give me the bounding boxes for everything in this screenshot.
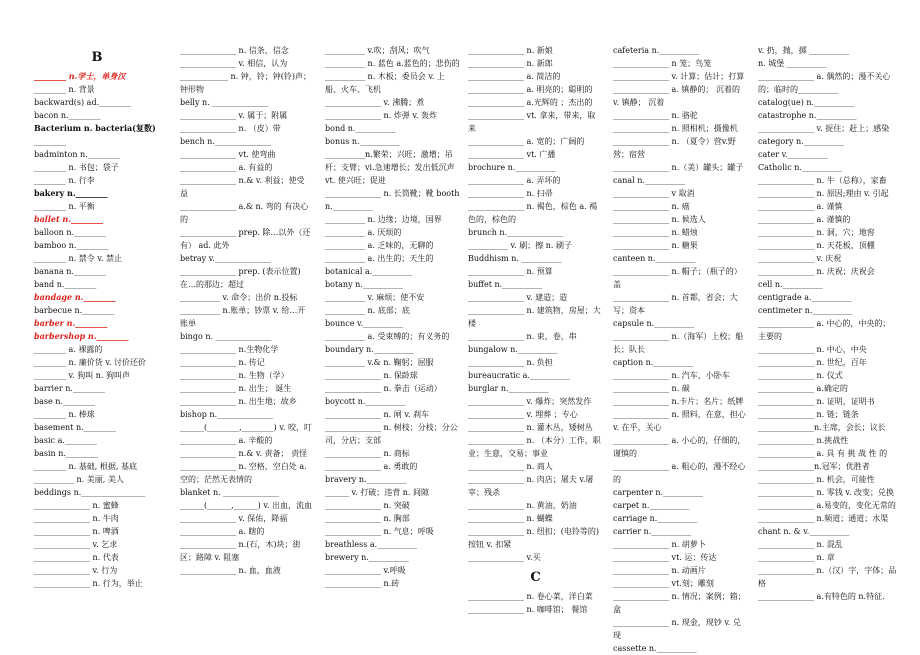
vocab-entry: ______________ a. 简洁的 (468, 72, 561, 81)
vocab-entry: ______________ a. 弄坏的 (468, 176, 561, 185)
vocab-entry: ________ a. 裸露的 (34, 345, 103, 354)
vocab-entry: ______________ n. 纽扣；(电铃等的)按钮 v. 扣紧 (468, 527, 600, 549)
vocab-entry: ______________ n. 糖果 (613, 241, 698, 250)
vocab-entry: n. 城堡 __________ (758, 59, 827, 68)
vocab-entry: ______________ n. 零钱 v. 改变；兑换 (758, 488, 894, 497)
vocab-entry: basin n.________ (34, 449, 98, 458)
vocab-entry: ______________ n. 证明，证明书 (758, 397, 875, 406)
vocab-entry: ______________ n. 洞，穴；地窖 (758, 228, 875, 237)
vocab-entry: barbecue n.________ (34, 306, 115, 315)
vocab-entry: ______________ n. 信条，信念 (180, 46, 289, 55)
vocab-entry: ______________ n. 蝴蝶 (468, 514, 553, 523)
vocab-entry: ______________ n.砖 (325, 579, 400, 588)
vocab-entry: bravery n.__________ (325, 475, 407, 484)
vocab-entry: ______________ a.& n. 弯的 有决心的 (180, 202, 309, 224)
vocab-entry: __________ a. 受束缚的；有义务的 (325, 332, 450, 341)
vocab-entry: ______________ n. 生物（学） (180, 371, 289, 380)
vocab-entry: ______________ n. 血，血液 (180, 566, 281, 575)
vocab-entry: ______________ vt. 使弯曲 (180, 150, 276, 159)
vocab-entry: ______________ v. 埋葬 ；专心 (468, 410, 578, 419)
vocab-entry: __________ v. 命令；出价 n.投标 (180, 293, 298, 302)
vocab-entry: ______________ n. 啤酒 (34, 527, 119, 536)
vocab-entry: ______________ n.（美）罐头；罐子 (613, 163, 744, 172)
vocab-entry: ______________ a.确定的 (758, 384, 848, 393)
vocab-entry: ballet n.________ (34, 214, 104, 224)
vocab-entry: ______________ n. 拳击（运动） (325, 384, 442, 393)
vocab-entry: __________ n. 木板；委员会 v. 上船、火车、飞机 (325, 72, 445, 94)
vocab-entry: ______________ a. 具 有 挑 战 性 的 (758, 449, 888, 458)
vocab-entry: ______________ n. 机会，可能性 (758, 475, 875, 484)
vocab-entry: ______________ a. 勇敢的 (325, 462, 418, 471)
vocab-entry: ______________ n. 传记 (180, 358, 265, 367)
vocab-entry: ______________ n.生物化学 (180, 345, 279, 354)
vocab-entry: ______________ n. 出生； 诞生 (180, 384, 292, 393)
vocab-entry: __________ v.吹；刮风；吹气 (325, 46, 430, 55)
vocab-entry: ______________ n. 动画片 (613, 566, 706, 575)
vocab-entry: badminton n.________ (34, 150, 120, 159)
vocab-entry: basement n.________ (34, 423, 116, 432)
vocab-entry: ______________ n. 混乱 (758, 540, 843, 549)
vocab-entry: carpenter n.__________ (613, 488, 704, 497)
vocab-entry: ______________ n.(石，木)块；街区；路障 v. 阻塞 (180, 540, 301, 562)
vocab-entry: ______________ n.（汉）字，字体；品格 (758, 566, 897, 588)
vocab-entry: __________ v.& n. 鞠躬；屈服 (325, 358, 434, 367)
vocab-entry: ________ n. 平衡 (34, 202, 95, 211)
vocab-entry: ______________ a.有特色的 n.特征. (758, 592, 885, 601)
vocab-entry: ______________ a.易变的，变化无常的 (758, 501, 896, 510)
vocab-entry: ______________ vt. 拿来，带来，取来 (468, 111, 596, 133)
vocab-entry: carpet n.__________ (613, 501, 690, 510)
vocab-entry: ______________ n. 商人 (468, 462, 553, 471)
vocab-entry: ______________ a. 有益的 (180, 163, 273, 172)
vocab-entry: cassette n.__________ (613, 644, 697, 653)
vocab-entry: ______________ v. 爆炸；突然发作 (468, 397, 592, 406)
vocab-entry: ______________ n. 长筒靴；靴 booth n.__________ (325, 189, 460, 211)
vocab-entry: ______________ a. 瞎的 (180, 527, 265, 536)
vocab-entry: barber n.________ (34, 318, 108, 328)
section-letter: B (91, 50, 103, 65)
vocab-entry: ____________ n. 钟，铃；钟(铃)声；钟形物 (180, 72, 312, 94)
vocab-entry: __________ n. 美丽, 美人 (34, 475, 124, 484)
vocab-entry: ______________ prep. 除…以外（还有） ad. 此外 (180, 228, 311, 250)
vocab-entry: ______________ a. 谨慎 (758, 202, 843, 211)
vocab-entry: ______________ n. 胸部 (325, 514, 410, 523)
vocab-entry: ______________ n. 商标 (325, 449, 410, 458)
vocab-entry: banana n.________ (34, 267, 106, 276)
vocab-entry: bishop n.______________ (180, 410, 274, 419)
vocab-entry: ______________ a. 明亮的；聪明的 (468, 85, 593, 94)
vocab-entry: ______________ a. 粗心的，漫不经心的 (613, 462, 746, 484)
vocab-entry: burglar n.__________ (468, 384, 549, 393)
vocab-entry: ______________ n.& v. 利益；使受益 (180, 176, 305, 198)
vocab-entry: catalog(ue) n.__________ (758, 98, 855, 107)
vocab-entry: ______________ v 取消 (613, 189, 695, 198)
vocab-entry: ______________ a. 谨慎的 (758, 215, 851, 224)
vocab-entry: ______________ n. 世纪，百年 (758, 358, 867, 367)
vocab-entry: ______________ n. 负担 (468, 358, 553, 367)
vocab-entry: boundary n.__________ (325, 345, 414, 354)
vocab-entry: barbershop n.________ (34, 331, 129, 341)
vocab-entry: ______________ n.挑战性 (758, 436, 849, 445)
vocab-entry: Catholic n.__________ (758, 163, 842, 172)
vocab-entry: canteen n.__________ (613, 254, 696, 263)
vocab-entry: ______________ n. （本分）工作，职业；生意，交易；事业 (468, 436, 601, 458)
vocab-entry: brochure n.__________ (468, 163, 556, 172)
vocab-entry: ______________ n. 帽子；（瓶子的）盖 (613, 267, 742, 289)
vocab-entry: ______________ n. 碳 (613, 384, 690, 393)
vocab-entry: ________ n. 棒球 (34, 410, 95, 419)
vocab-entry: balloon n.________ (34, 228, 107, 237)
vocab-entry: ______________ v.买 (468, 553, 541, 562)
vocab-entry: category n.__________ (758, 137, 844, 146)
vocab-entry: ______________ a. 中心的，中央的；主要的 (758, 319, 891, 341)
vocab-entry: carrier n.__________ (613, 527, 692, 536)
vocab-entry: ______________n.主席，会长；议长 (758, 423, 886, 432)
vocab-entry: ______________ n.& v. 责备； 责怪 (180, 449, 308, 458)
vocab-entry: ______________ n. （夏令）营v.野营；宿营 (613, 137, 736, 159)
vocab-entry: ______________ n. 炸弹 v. 轰炸 (325, 111, 437, 120)
vocab-entry: ______________ n.（海军）上校；船长；队长 (613, 332, 744, 354)
column-3 (325, 0, 460, 590)
vocab-entry: __________ n. 边缘；边境，国界 (325, 215, 442, 224)
vocab-entry: buffet n.__________ (468, 280, 543, 289)
vocab-entry: ______________ v. 行为 (34, 566, 118, 575)
vocab-entry: ______ v. 打破；违背 n. 间隙 (325, 488, 429, 497)
vocab-entry: ______________ n. 咖啡馆； 餐馆 (468, 605, 588, 614)
vocab-entry: ______________ n. 牛（总称），家畜 (758, 176, 887, 185)
vocab-entry: cater v.__________ (758, 150, 828, 159)
vocab-entry: ______________ n. 褐色，棕色 a. 褐色的，棕色的 (468, 202, 598, 224)
vocab-entry: chant n. & v.__________ (758, 527, 850, 536)
vocab-entry: ________ n. 行李 (34, 176, 95, 185)
vocab-entry: ______________ n. 胡萝卜 (613, 540, 706, 549)
vocab-entry: ______________ n. 天花板，顶棚 (758, 241, 875, 250)
vocab-entry: ______________ n. 中心，中央 (758, 345, 867, 354)
vocab-entry: ______________ n. 行为，举止 (34, 579, 143, 588)
vocab-entry: ______________ n. 树枝；分枝；分公司，分店；支部 (325, 423, 458, 445)
vocab-entry: bond n.__________ (325, 124, 396, 133)
vocab-entry: ______________ v. 建造；造 (468, 293, 568, 302)
vocab-entry: ______________ n. 原因;理由 v. 引起 (758, 189, 889, 198)
vocab-entry: band n.________ (34, 280, 97, 289)
vocab-entry: brunch n.______________ (468, 228, 564, 237)
column-6 (758, 0, 898, 603)
vocab-entry: __________ a. 出生的；天生的 (325, 254, 434, 263)
vocab-entry: ______________ n. 庆祝；庆祝会 (758, 267, 875, 276)
column-1 (34, 0, 160, 590)
vocab-entry: ______________ n. 预算 (468, 267, 553, 276)
vocab-entry: bingo n. ______________ (180, 332, 272, 341)
column-2 (180, 0, 312, 577)
vocab-entry: capsule n.__________ (613, 319, 695, 328)
vocab-entry: ______________ v. 计算；估计；打算 (613, 72, 745, 81)
vocab-entry: __________ n. 蓝色 a.蓝色的；悲伤的 (325, 59, 460, 68)
vocab-entry: __________ a. 乏味的，无聊的 (325, 241, 434, 250)
vocab-entry: __________ v. 麻烦；使不安 (325, 293, 425, 302)
vocab-entry: ______________ n. 汽车，小卧车 (613, 371, 730, 380)
vocab-entry: __________ v. 刷；擦 n. 刷子 (468, 241, 572, 250)
vocab-entry: __________ a. 厌烦的 (325, 228, 402, 237)
column-5 (613, 0, 748, 655)
vocab-entry: caption n.__________ (613, 358, 694, 367)
vocab-entry: ______(______,______) v. 出血，流血 (180, 501, 312, 510)
vocab-entry: ______________ n. 蜡烛 (613, 228, 698, 237)
vocab-entry: ______________ n. 照料，在意，担心 v. 在乎，关心 (613, 410, 746, 432)
vocab-entry: ______________ n. 扫帚 (468, 189, 553, 198)
vocab-entry: bacon n.________ (34, 111, 101, 120)
vocab-entry: ______________ n. 灌木丛，矮树丛 (468, 423, 593, 432)
vocab-entry: ______________ v. 捉住；赶上；感染 (758, 124, 890, 133)
vocab-entry: bench n.______________ (180, 137, 271, 146)
vocab-entry: centigrade a.__________ (758, 293, 852, 302)
vocab-entry: botanical a.__________ (325, 267, 413, 276)
vocab-entry: ______________ vt. 广播 (468, 150, 556, 159)
vocab-entry: botany n.__________ (325, 280, 403, 289)
vocab-entry: bungalow n.__________ (468, 345, 558, 354)
vocab-entry: ______________ n. 情况；案例；箱；盒 (613, 592, 746, 614)
vocab-entry: ______________ n. 建筑物，房屋；大楼 (468, 306, 601, 328)
vocab-entry: __________ n.账单；钞票 v. 给…开账单 (180, 306, 306, 328)
vocab-entry: ______________ v. 乞求 (34, 540, 118, 549)
vocab-entry: ______________ n. 卷心菜，洋白菜 (468, 592, 593, 601)
vocab-entry: cafeteria n.__________ (613, 46, 700, 55)
vocab-entry: Buddhism n. __________ (468, 254, 562, 263)
vocab-entry: backward(s) ad.________ (34, 98, 132, 107)
vocab-entry: ______________ v. 属于；附属 (180, 111, 288, 120)
vocab-entry: betray v.______________ (180, 254, 271, 263)
vocab-entry: bonus n.__________ (325, 137, 400, 146)
vocab-entry: ______________ n. 照相机；摄像机 (613, 124, 738, 133)
vocab-entry: ______________ vt. 运；传达 (613, 553, 717, 562)
vocab-entry: centimeter n.__________ (758, 306, 853, 315)
vocab-entry: beddings n.________________ (34, 488, 146, 497)
vocab-entry: ________ v. 狗叫 n. 狗叫声 (34, 371, 130, 380)
vocab-entry: ______________ n. 新娘 (468, 46, 553, 55)
vocab-entry: ______________ v. 沸腾；煮 (325, 98, 425, 107)
vocab-entry: carriage n.__________ (613, 514, 698, 523)
vocab-entry: ______________ n. 候选人 (613, 215, 706, 224)
vocab-entry: ______________ n. 闸 v. 刹车 (325, 410, 429, 419)
vocab-entry: Bacterium n. bacteria(复数) (34, 123, 156, 133)
vocab-entry: bandage n.________ (34, 292, 116, 302)
vocab-entry: bakery n.________ (34, 188, 108, 198)
vocab-entry: ________ n. 廉价货 v. 讨价还价 (34, 358, 146, 367)
vocab-entry: belly n. ______________ (180, 98, 269, 107)
vocab-entry: ________ n. 背景 (34, 85, 95, 94)
vocab-entry: ________ (34, 137, 66, 146)
vocab-entry: ______________ a. 小心的，仔细的，谨慎的 (613, 436, 746, 458)
vocab-entry: brewery n.__________ (325, 553, 409, 562)
vocab-entry: ______________ n. 蜜蜂 (34, 501, 119, 510)
vocab-entry: ______________ a. 宽的；广阔的 (468, 137, 585, 146)
vocab-entry: v. 扔，抛，掷 __________ (758, 46, 850, 55)
column-4 (468, 0, 603, 616)
vocab-entry: ______________ v. 保佑，降福 (180, 514, 288, 523)
vocab-entry: ______________ v. 庆祝 (758, 254, 842, 263)
section-letter: C (530, 570, 541, 585)
vocab-entry: ________ n.学士，单身汉 (34, 71, 126, 81)
vocab-entry: ______________ a. 偶然的；漫不关心的；临时的__________ (758, 72, 891, 94)
vocab-entry: ______________ n. 骆驼 (613, 111, 698, 120)
vocab-entry: ______________ a. 镇静的； 沉着的 v. 镇静； 沉着 (613, 85, 740, 107)
vocab-entry: __________n.繁荣；兴旺；激增；吊杆；支臂；vi.急速增长；发出低沉声 vt. 使兴旺；促进 (325, 150, 455, 185)
vocab-entry: ______________ n.卡片；名片；纸牌 (613, 397, 744, 406)
vocab-entry: ______________ n.频道；通道；水渠 (758, 514, 889, 523)
vocab-entry: cell n.__________ (758, 280, 823, 289)
vocab-entry: ________ n. 基础, 根据, 基底 (34, 462, 137, 471)
vocab-entry: ______________ n. （皮）带 (180, 124, 281, 133)
vocab-entry: ______(________,________) v. 咬，叮 (180, 423, 312, 432)
vocab-entry: ______________ n. 首都，省会；大写；资本 (613, 293, 738, 315)
vocab-entry: ______________ n. 气息；呼吸 (325, 527, 434, 536)
vocab-entry: bamboo n.________ (34, 241, 109, 250)
vocab-entry: ______________ n. 现金，现钞 v. 兑现 (613, 618, 741, 640)
vocab-entry: ______________n.冠军；优胜者 (758, 462, 870, 471)
vocab-entry: ______________ a.光辉的 ；杰出的 (468, 98, 593, 107)
vocab-entry: basic a.________ (34, 436, 97, 445)
vocab-entry: base n.________ (34, 397, 95, 406)
vocab-entry: ______________ a. 辛酸的 (180, 436, 273, 445)
vocab-entry: ______________ n. 束，卷，串 (468, 332, 577, 341)
vocab-entry: ______________ n. 肉店；屠夫 v.屠宰；残杀 (468, 475, 594, 497)
vocab-entry: boycott n.__________ (325, 397, 406, 406)
vocab-entry: ______________ v.呼吸 (325, 566, 406, 575)
vocab-entry: ______________ n. 牛肉 (34, 514, 119, 523)
vocab-entry: ______________ n. 仪式 (758, 371, 843, 380)
vocab-entry: ______________ n. 章 (758, 553, 835, 562)
vocab-entry: ______________ n. 链；链条 (758, 410, 859, 419)
vocab-entry: __________ n. 底部；底 (325, 306, 410, 315)
vocab-entry: catastrophe n.__________ (758, 111, 857, 120)
vocab-entry: blanket n. ______________ (180, 488, 280, 497)
vocab-entry: ______________ n. 空格，空白处 a.空的；茫然无表情的 (180, 462, 307, 484)
vocab-entry: ______________ n. 黄油，奶油 (468, 501, 577, 510)
vocab-entry: barrier n.________ (34, 384, 105, 393)
vocab-entry: ______________ prep. (表示位置) 在…的那边；超过 (180, 267, 301, 289)
vocab-entry: ______________ n. 新郎 (468, 59, 553, 68)
vocab-entry: ______________ n 笼；鸟笼 (613, 59, 712, 68)
vocab-entry: ______________ v. 相信，认为 (180, 59, 288, 68)
vocab-entry: ______________ n. 代表 (34, 553, 119, 562)
vocab-entry: ______________ n. 保龄球 (325, 371, 418, 380)
vocab-entry: canal n.__________ (613, 176, 685, 185)
vocab-entry: ______________ n. 突破 (325, 501, 410, 510)
vocab-entry: ________ n. 书包；袋子 (34, 163, 119, 172)
vocab-entry: bounce v.__________ (325, 319, 404, 328)
vocab-entry: ______________ n. 癌 (613, 202, 690, 211)
vocab-entry: breathless a.__________ (325, 540, 418, 549)
vocab-entry: ______________ n. 出生地；故乡 (180, 397, 297, 406)
vocab-entry: bureaucratic a.__________ (468, 371, 570, 380)
vocab-entry: ______________ vt.刻；雕刻 (613, 579, 714, 588)
vocab-entry: ________ n. 禁令 v. 禁止 (34, 254, 122, 263)
